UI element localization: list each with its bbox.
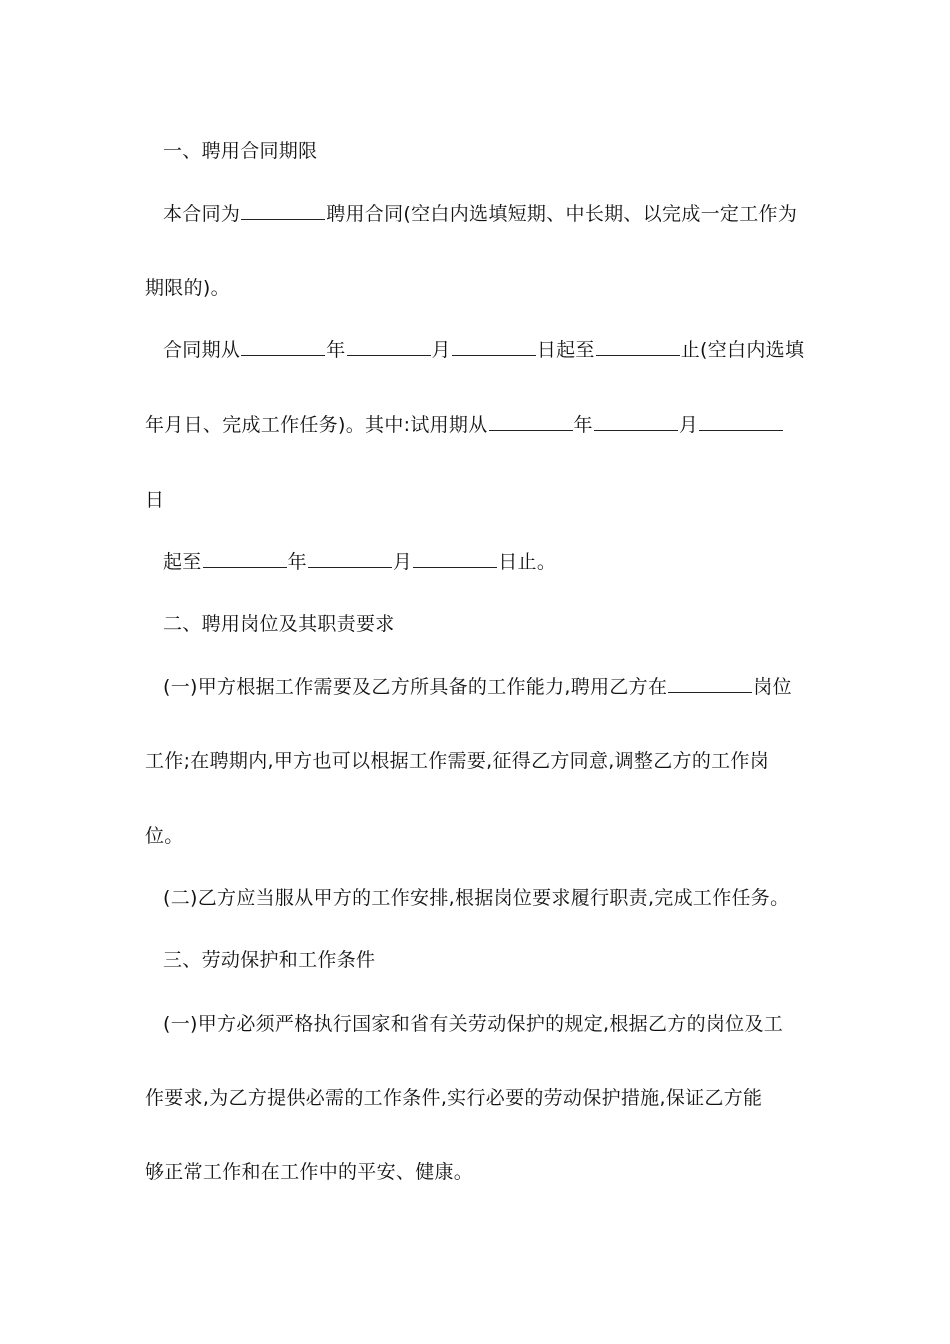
label-year: 年 [287,551,307,573]
label-day-end: 日止。 [498,551,557,573]
term-continuation: 期限的)。 [145,277,230,299]
label-year: 年 [326,339,346,361]
paragraph-protection-line1: (一)甲方必须严格执行国家和省有关劳动保护的规定,根据乙方的岗位及工 [163,1013,784,1035]
term-suffix: 聘用合同(空白内选填短期、中长期、以完成一定工作为 [326,203,798,225]
blank-probation-start-day[interactable] [699,412,783,431]
blank-start-day[interactable] [452,337,536,356]
item1-continuation-2: 位。 [145,825,184,847]
section-heading-term: 一、聘用合同期限 [163,140,318,162]
label-month: 月 [678,414,699,436]
period-continuation: 年月日、完成工作任务)。其中:试用期从 [145,414,488,436]
label-month: 月 [392,551,413,573]
item1-suffix: 岗位 [753,676,792,698]
blank-probation-start-year[interactable] [489,412,573,431]
label-day: 日 [145,489,165,511]
section-heading-position: 二、聘用岗位及其职责要求 [163,613,395,635]
paragraph-position-item1 [163,674,792,700]
label-day-from: 日起至 [536,339,595,361]
paragraph-protection-line2: 作要求,为乙方提供必需的工作条件,实行必要的劳动保护措施,保证乙方能 [145,1087,763,1109]
blank-probation-end-month[interactable] [308,549,392,568]
paragraph-term-type [163,201,797,227]
term-prefix: 本合同为 [163,203,241,225]
item1-continuation-1: 工作;在聘期内,甲方也可以根据工作需要,征得乙方同意,调整乙方的工作岗 [145,750,770,772]
label-month: 月 [431,339,451,361]
paragraph-contract-period [163,337,804,363]
blank-position[interactable] [668,674,752,693]
paragraph-protection-line3: 够正常工作和在工作中的平安、健康。 [145,1161,474,1183]
paragraph-position-item2: (二)乙方应当服从甲方的工作安排,根据岗位要求履行职责,完成工作任务。 [163,887,790,909]
period-suffix: 止(空白内选填 [680,339,805,361]
blank-contract-type[interactable] [241,201,325,220]
label-from-to: 起至 [163,551,202,573]
paragraph-probation-end [163,549,556,575]
period-prefix: 合同期从 [163,339,241,361]
blank-probation-start-month[interactable] [594,412,678,431]
blank-start-month[interactable] [347,337,431,356]
label-year: 年 [573,414,593,436]
blank-probation-end-year[interactable] [203,549,287,568]
paragraph-probation-line [145,412,784,438]
blank-end-date[interactable] [596,337,680,356]
blank-start-year[interactable] [241,337,325,356]
item1-prefix: (一)甲方根据工作需要及乙方所具备的工作能力,聘用乙方在 [163,676,668,698]
section-heading-protection: 三、劳动保护和工作条件 [163,949,376,971]
blank-probation-end-day[interactable] [413,549,497,568]
